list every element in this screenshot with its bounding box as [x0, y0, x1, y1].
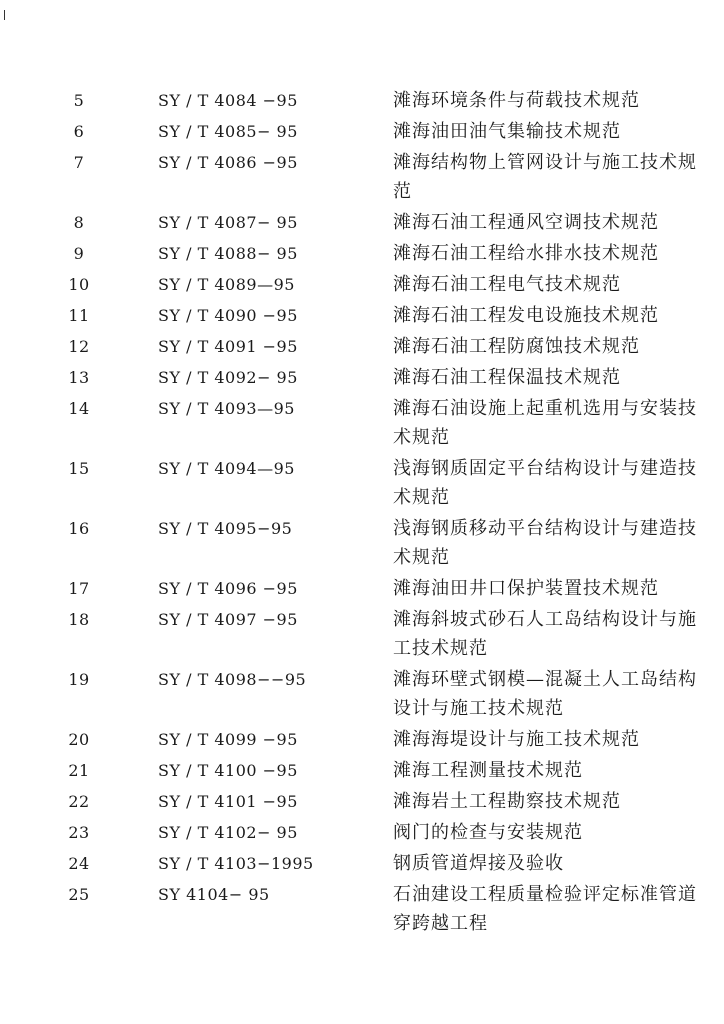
list-item — [0, 119, 724, 146]
standard-title: 滩海结构物上管网设计与施工技术规范 — [393, 152, 697, 202]
list-item — [0, 576, 724, 603]
list-item — [0, 396, 724, 452]
standard-title: 滩海工程测量技术规范 — [393, 760, 583, 781]
item-number: 7 — [73, 153, 85, 172]
list-item — [0, 667, 724, 723]
item-number: 6 — [73, 122, 85, 141]
list-item — [0, 303, 724, 330]
list-item — [0, 820, 724, 847]
list-item — [0, 88, 724, 115]
item-number: 21 — [68, 761, 90, 780]
standard-title: 滩海石油工程防腐蚀技术规范 — [393, 336, 640, 357]
scan-edge-mark — [4, 10, 5, 20]
standard-title: 浅海钢质移动平台结构设计与建造技术规范 — [393, 518, 697, 568]
standard-code: SY / T 4095−95 — [158, 519, 293, 538]
list-item — [0, 241, 724, 268]
item-number: 20 — [68, 730, 90, 749]
item-number: 25 — [68, 885, 90, 904]
standard-code: SY / T 4090 −95 — [158, 306, 298, 325]
item-number: 13 — [68, 368, 90, 387]
standard-code: SY / T 4091 −95 — [158, 337, 298, 356]
standard-code: SY / T 4102− 95 — [158, 823, 298, 842]
standard-code: SY / T 4086 −95 — [158, 153, 298, 172]
standard-title: 滩海石油工程电气技术规范 — [393, 274, 621, 295]
standard-title: 滩海石油工程发电设施技术规范 — [393, 305, 659, 326]
standard-code: SY / T 4100 −95 — [158, 761, 298, 780]
item-number: 18 — [68, 610, 90, 629]
standard-code: SY / T 4096 −95 — [158, 579, 298, 598]
item-number: 22 — [68, 792, 90, 811]
standard-title: 滩海环境条件与荷载技术规范 — [393, 90, 640, 111]
list-item — [0, 516, 724, 572]
list-item — [0, 727, 724, 754]
standard-code: SY / T 4089—95 — [158, 275, 295, 294]
standard-title: 钢质管道焊接及验收 — [393, 853, 564, 874]
standard-title: 阀门的检查与安装规范 — [393, 822, 583, 843]
item-number: 5 — [73, 91, 85, 110]
standard-title: 滩海油田井口保护装置技术规范 — [393, 578, 659, 599]
standard-code: SY / T 4085− 95 — [158, 122, 298, 141]
list-item — [0, 456, 724, 512]
standard-title: 浅海钢质固定平台结构设计与建造技术规范 — [393, 458, 697, 508]
standard-code: SY / T 4088− 95 — [158, 244, 298, 263]
list-item — [0, 365, 724, 392]
standard-title: 滩海石油工程通风空调技术规范 — [393, 212, 659, 233]
standard-code: SY / T 4092− 95 — [158, 368, 298, 387]
standard-code: SY / T 4098−−95 — [158, 670, 307, 689]
standard-title: 滩海海堤设计与施工技术规范 — [393, 729, 640, 750]
list-item — [0, 851, 724, 878]
standard-code: SY / T 4101 −95 — [158, 792, 298, 811]
item-number: 8 — [73, 213, 85, 232]
item-number: 23 — [68, 823, 90, 842]
list-item — [0, 150, 724, 206]
standard-title: 滩海石油工程给水排水技术规范 — [393, 243, 659, 264]
item-number: 16 — [68, 519, 90, 538]
standard-title: 石油建设工程质量检验评定标准管道穿跨越工程 — [393, 884, 697, 934]
list-item — [0, 882, 724, 938]
list-item — [0, 789, 724, 816]
item-number: 17 — [68, 579, 90, 598]
standard-title: 滩海石油工程保温技术规范 — [393, 367, 621, 388]
list-item — [0, 607, 724, 663]
standard-code: SY / T 4103−1995 — [158, 854, 314, 873]
standard-title: 滩海环壁式钢模—混凝土人工岛结构设计与施工技术规范 — [393, 669, 697, 719]
list-item — [0, 210, 724, 237]
standard-code: SY / T 4097 −95 — [158, 610, 298, 629]
list-item — [0, 758, 724, 785]
standard-title: 滩海石油设施上起重机选用与安装技术规范 — [393, 398, 697, 448]
standard-title: 滩海岩土工程勘察技术规范 — [393, 791, 621, 812]
list-item — [0, 334, 724, 361]
standard-code: SY / T 4093—95 — [158, 399, 295, 418]
item-number: 11 — [68, 306, 90, 325]
standard-code: SY / T 4094—95 — [158, 459, 295, 478]
standard-code: SY / T 4084 −95 — [158, 91, 298, 110]
item-number: 15 — [68, 459, 90, 478]
standards-list — [0, 88, 724, 942]
list-item — [0, 272, 724, 299]
standard-title: 滩海油田油气集输技术规范 — [393, 121, 621, 142]
item-number: 24 — [68, 854, 90, 873]
item-number: 14 — [68, 399, 90, 418]
standard-code: SY / T 4099 −95 — [158, 730, 298, 749]
standard-code: SY / T 4087− 95 — [158, 213, 298, 232]
item-number: 9 — [73, 244, 85, 263]
standard-code: SY 4104− 95 — [158, 885, 270, 904]
standard-title: 滩海斜坡式砂石人工岛结构设计与施工技术规范 — [393, 609, 697, 659]
item-number: 10 — [68, 275, 90, 294]
item-number: 12 — [68, 337, 90, 356]
item-number: 19 — [68, 670, 90, 689]
